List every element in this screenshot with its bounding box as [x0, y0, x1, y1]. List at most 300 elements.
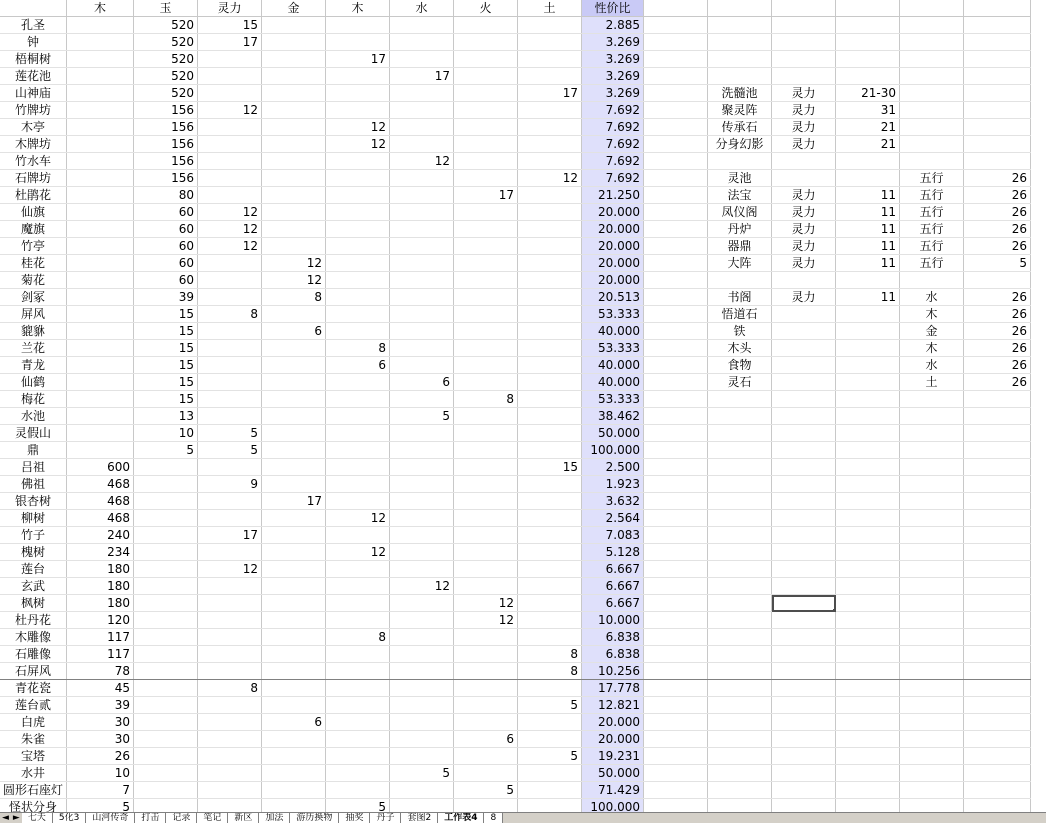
cell[interactable]	[708, 561, 772, 578]
cell[interactable]: 80	[134, 187, 198, 204]
cell[interactable]	[454, 119, 518, 136]
cell[interactable]: 木头	[708, 340, 772, 357]
cell[interactable]	[772, 527, 836, 544]
cell[interactable]: 26	[964, 187, 1031, 204]
cell[interactable]	[772, 34, 836, 51]
cell[interactable]: 7.692	[582, 119, 644, 136]
cell[interactable]	[900, 799, 964, 813]
cell[interactable]: 12	[326, 119, 390, 136]
cell[interactable]	[772, 680, 836, 697]
cell[interactable]	[708, 527, 772, 544]
column-header[interactable]	[644, 0, 708, 17]
cell[interactable]: 520	[134, 85, 198, 102]
cell[interactable]	[454, 170, 518, 187]
cell[interactable]	[198, 119, 262, 136]
cell[interactable]	[708, 612, 772, 629]
column-header[interactable]: 金	[262, 0, 326, 17]
cell[interactable]	[390, 782, 454, 799]
cell[interactable]	[772, 782, 836, 799]
cell[interactable]: 灵力	[772, 204, 836, 221]
cell[interactable]: 8	[518, 663, 582, 680]
cell[interactable]	[390, 102, 454, 119]
cell[interactable]	[390, 646, 454, 663]
cell[interactable]	[326, 731, 390, 748]
cell[interactable]	[644, 612, 708, 629]
cell[interactable]	[390, 544, 454, 561]
cell[interactable]: 21-30	[836, 85, 900, 102]
cell[interactable]	[390, 170, 454, 187]
cell[interactable]	[964, 646, 1031, 663]
cell[interactable]: 五行	[900, 238, 964, 255]
cell[interactable]	[262, 663, 326, 680]
cell[interactable]	[644, 697, 708, 714]
cell[interactable]	[454, 799, 518, 813]
cell[interactable]	[644, 153, 708, 170]
row-label-cell[interactable]: 佛祖	[0, 476, 67, 493]
cell[interactable]	[326, 782, 390, 799]
cell[interactable]	[326, 646, 390, 663]
cell[interactable]: 6.667	[582, 595, 644, 612]
cell[interactable]	[326, 17, 390, 34]
cell[interactable]	[198, 374, 262, 391]
cell[interactable]	[198, 357, 262, 374]
cell[interactable]	[390, 323, 454, 340]
row-label-cell[interactable]: 仙鹤	[0, 374, 67, 391]
cell[interactable]: 26	[67, 748, 134, 765]
cell[interactable]	[708, 782, 772, 799]
row-label-cell[interactable]: 梧桐树	[0, 51, 67, 68]
cell[interactable]	[836, 646, 900, 663]
cell[interactable]	[390, 34, 454, 51]
cell[interactable]	[198, 510, 262, 527]
cell[interactable]: 26	[964, 323, 1031, 340]
cell[interactable]	[900, 34, 964, 51]
cell[interactable]	[964, 476, 1031, 493]
cell[interactable]	[836, 17, 900, 34]
cell[interactable]	[964, 408, 1031, 425]
cell[interactable]	[390, 663, 454, 680]
cell[interactable]	[390, 731, 454, 748]
cell[interactable]	[326, 221, 390, 238]
cell[interactable]	[134, 527, 198, 544]
cell[interactable]	[644, 731, 708, 748]
cell[interactable]: 26	[964, 170, 1031, 187]
cell[interactable]	[326, 561, 390, 578]
cell[interactable]: 5	[964, 255, 1031, 272]
cell[interactable]: 10	[134, 425, 198, 442]
cell[interactable]	[836, 306, 900, 323]
cell[interactable]	[390, 306, 454, 323]
cell[interactable]	[836, 595, 900, 612]
cell[interactable]: 15	[134, 374, 198, 391]
cell[interactable]	[644, 51, 708, 68]
cell[interactable]: 60	[134, 221, 198, 238]
cell[interactable]	[708, 646, 772, 663]
cell[interactable]: 10.256	[582, 663, 644, 680]
row-label-cell[interactable]: 水池	[0, 408, 67, 425]
cell[interactable]	[772, 68, 836, 85]
row-label-cell[interactable]: 水井	[0, 765, 67, 782]
cell[interactable]	[326, 527, 390, 544]
cell[interactable]: 3.269	[582, 51, 644, 68]
cell[interactable]	[708, 680, 772, 697]
cell[interactable]	[262, 170, 326, 187]
cell[interactable]: 50.000	[582, 765, 644, 782]
cell[interactable]: 6.667	[582, 561, 644, 578]
cell[interactable]: 3.269	[582, 68, 644, 85]
cell[interactable]	[390, 442, 454, 459]
column-header[interactable]: 木	[67, 0, 134, 17]
cell[interactable]	[326, 578, 390, 595]
cell[interactable]	[262, 612, 326, 629]
row-label-cell[interactable]: 石牌坊	[0, 170, 67, 187]
cell[interactable]	[67, 357, 134, 374]
cell[interactable]	[836, 323, 900, 340]
cell[interactable]	[900, 493, 964, 510]
cell[interactable]: 78	[67, 663, 134, 680]
cell[interactable]	[454, 765, 518, 782]
cell[interactable]	[644, 442, 708, 459]
row-label-cell[interactable]: 宝塔	[0, 748, 67, 765]
cell[interactable]	[262, 68, 326, 85]
row-label-cell[interactable]: 吕祖	[0, 459, 67, 476]
cell[interactable]	[518, 102, 582, 119]
cell[interactable]	[836, 391, 900, 408]
cell[interactable]	[262, 510, 326, 527]
cell[interactable]: 17.778	[582, 680, 644, 697]
cell[interactable]	[326, 289, 390, 306]
cell[interactable]	[772, 170, 836, 187]
cell[interactable]	[644, 357, 708, 374]
cell[interactable]	[900, 731, 964, 748]
cell[interactable]	[518, 731, 582, 748]
cell[interactable]	[454, 408, 518, 425]
cell[interactable]	[134, 799, 198, 813]
cell[interactable]: 15	[518, 459, 582, 476]
cell[interactable]: 5	[67, 799, 134, 813]
cell[interactable]: 2.564	[582, 510, 644, 527]
cell[interactable]	[772, 578, 836, 595]
cell[interactable]	[644, 476, 708, 493]
cell[interactable]: 8	[262, 289, 326, 306]
cell[interactable]	[262, 765, 326, 782]
cell[interactable]: 灵力	[772, 85, 836, 102]
cell[interactable]	[772, 17, 836, 34]
cell[interactable]	[836, 799, 900, 813]
cell[interactable]: 17	[326, 51, 390, 68]
cell[interactable]	[454, 680, 518, 697]
cell[interactable]	[708, 799, 772, 813]
cell[interactable]	[900, 85, 964, 102]
cell[interactable]: 12	[262, 272, 326, 289]
row-label-cell[interactable]: 竹水车	[0, 153, 67, 170]
cell[interactable]	[964, 663, 1031, 680]
cell[interactable]	[262, 34, 326, 51]
cell[interactable]	[644, 493, 708, 510]
cell[interactable]	[262, 187, 326, 204]
row-label-cell[interactable]: 兰花	[0, 340, 67, 357]
cell[interactable]	[708, 697, 772, 714]
cell[interactable]: 8	[454, 391, 518, 408]
cell[interactable]	[67, 272, 134, 289]
cell[interactable]	[772, 629, 836, 646]
cell[interactable]: 6	[326, 357, 390, 374]
cell[interactable]	[454, 493, 518, 510]
cell[interactable]: 5	[454, 782, 518, 799]
column-header[interactable]	[0, 0, 67, 17]
cell[interactable]	[454, 102, 518, 119]
cell[interactable]	[262, 17, 326, 34]
cell[interactable]: 3.269	[582, 34, 644, 51]
cell[interactable]	[518, 153, 582, 170]
cell[interactable]: 17	[198, 34, 262, 51]
cell[interactable]	[326, 306, 390, 323]
cell[interactable]	[454, 51, 518, 68]
cell[interactable]	[198, 612, 262, 629]
cell[interactable]: 12	[198, 204, 262, 221]
cell[interactable]	[518, 629, 582, 646]
cell[interactable]: 12	[518, 170, 582, 187]
cell[interactable]	[900, 102, 964, 119]
cell[interactable]	[67, 136, 134, 153]
cell[interactable]	[67, 204, 134, 221]
column-header[interactable]: 玉	[134, 0, 198, 17]
row-label-cell[interactable]: 杜鹃花	[0, 187, 67, 204]
cell[interactable]	[836, 782, 900, 799]
cell[interactable]: 3.269	[582, 85, 644, 102]
cell[interactable]	[518, 612, 582, 629]
cell[interactable]	[772, 714, 836, 731]
cell[interactable]	[390, 85, 454, 102]
cell[interactable]	[900, 782, 964, 799]
cell[interactable]	[836, 340, 900, 357]
cell[interactable]	[772, 697, 836, 714]
cell[interactable]	[900, 561, 964, 578]
cell[interactable]: 10.000	[582, 612, 644, 629]
cell[interactable]: 11	[836, 221, 900, 238]
cell[interactable]	[772, 425, 836, 442]
cell[interactable]: 12	[198, 238, 262, 255]
cell[interactable]	[262, 578, 326, 595]
cell[interactable]	[390, 697, 454, 714]
cell[interactable]	[262, 799, 326, 813]
cell[interactable]: 468	[67, 476, 134, 493]
cell[interactable]: 6.838	[582, 646, 644, 663]
cell[interactable]	[134, 782, 198, 799]
cell[interactable]	[836, 272, 900, 289]
cell[interactable]: 26	[964, 306, 1031, 323]
cell[interactable]: 5	[518, 697, 582, 714]
cell[interactable]	[198, 170, 262, 187]
cell[interactable]	[198, 697, 262, 714]
row-label-cell[interactable]: 鼎	[0, 442, 67, 459]
cell[interactable]	[454, 544, 518, 561]
cell[interactable]	[262, 629, 326, 646]
cell[interactable]	[644, 646, 708, 663]
cell[interactable]	[390, 561, 454, 578]
cell[interactable]	[900, 153, 964, 170]
cell[interactable]	[326, 102, 390, 119]
cell[interactable]	[644, 170, 708, 187]
cell[interactable]	[900, 510, 964, 527]
cell[interactable]	[900, 714, 964, 731]
cell[interactable]: 26	[964, 289, 1031, 306]
cell[interactable]	[644, 595, 708, 612]
cell[interactable]	[644, 34, 708, 51]
cell[interactable]	[67, 289, 134, 306]
cell[interactable]	[454, 697, 518, 714]
cell[interactable]	[964, 510, 1031, 527]
cell[interactable]	[198, 153, 262, 170]
row-label-cell[interactable]: 竹亭	[0, 238, 67, 255]
cell[interactable]	[454, 578, 518, 595]
cell[interactable]	[900, 425, 964, 442]
cell[interactable]	[518, 238, 582, 255]
cell[interactable]: 100.000	[582, 442, 644, 459]
cell[interactable]	[644, 765, 708, 782]
cell[interactable]	[964, 153, 1031, 170]
cell[interactable]	[454, 374, 518, 391]
cell[interactable]	[518, 272, 582, 289]
cell[interactable]	[390, 612, 454, 629]
cell[interactable]	[708, 663, 772, 680]
cell[interactable]	[390, 714, 454, 731]
row-label-cell[interactable]: 桂花	[0, 255, 67, 272]
cell[interactable]: 12	[390, 578, 454, 595]
cell[interactable]	[198, 340, 262, 357]
cell[interactable]	[900, 578, 964, 595]
cell[interactable]	[836, 34, 900, 51]
cell[interactable]	[644, 391, 708, 408]
row-label-cell[interactable]: 竹子	[0, 527, 67, 544]
cell[interactable]	[67, 306, 134, 323]
cell[interactable]	[262, 425, 326, 442]
cell[interactable]: 53.333	[582, 391, 644, 408]
cell[interactable]: 26	[964, 238, 1031, 255]
cell[interactable]	[836, 612, 900, 629]
cell[interactable]	[518, 493, 582, 510]
cell[interactable]	[67, 85, 134, 102]
cell[interactable]	[772, 323, 836, 340]
cell[interactable]	[67, 255, 134, 272]
cell[interactable]: 21	[836, 136, 900, 153]
cell[interactable]: 17	[262, 493, 326, 510]
cell[interactable]	[134, 714, 198, 731]
cell[interactable]	[900, 51, 964, 68]
cell[interactable]	[900, 629, 964, 646]
cell[interactable]	[326, 680, 390, 697]
cell[interactable]	[644, 527, 708, 544]
cell[interactable]	[262, 697, 326, 714]
cell[interactable]	[67, 442, 134, 459]
cell[interactable]	[644, 561, 708, 578]
cell[interactable]	[198, 748, 262, 765]
cell[interactable]: 水	[900, 357, 964, 374]
cell[interactable]: 11	[836, 238, 900, 255]
cell[interactable]	[454, 561, 518, 578]
cell[interactable]	[390, 629, 454, 646]
cell[interactable]: 20.513	[582, 289, 644, 306]
cell[interactable]	[708, 748, 772, 765]
cell[interactable]: 分身幻影	[708, 136, 772, 153]
cell[interactable]: 53.333	[582, 306, 644, 323]
row-label-cell[interactable]: 莲台贰	[0, 697, 67, 714]
cell[interactable]: 5	[134, 442, 198, 459]
cell[interactable]	[518, 680, 582, 697]
cell[interactable]: 7.083	[582, 527, 644, 544]
cell[interactable]	[900, 459, 964, 476]
cell[interactable]: 60	[134, 255, 198, 272]
cell[interactable]	[67, 374, 134, 391]
cell[interactable]: 12	[454, 612, 518, 629]
sheet-tab[interactable]: 新区	[228, 813, 259, 823]
cell[interactable]	[390, 51, 454, 68]
cell[interactable]	[518, 476, 582, 493]
cell[interactable]	[518, 357, 582, 374]
cell[interactable]: 156	[134, 153, 198, 170]
cell[interactable]: 灵力	[772, 102, 836, 119]
cell[interactable]	[67, 68, 134, 85]
cell[interactable]	[964, 68, 1031, 85]
cell[interactable]	[198, 459, 262, 476]
row-label-cell[interactable]: 魔旗	[0, 221, 67, 238]
sheet-tab[interactable]: 5化3	[53, 813, 86, 823]
cell[interactable]	[644, 238, 708, 255]
cell[interactable]	[454, 646, 518, 663]
row-label-cell[interactable]: 梅花	[0, 391, 67, 408]
cell[interactable]	[772, 153, 836, 170]
cell[interactable]: 12	[326, 510, 390, 527]
cell[interactable]	[390, 510, 454, 527]
cell[interactable]: 11	[836, 255, 900, 272]
row-label-cell[interactable]: 枫树	[0, 595, 67, 612]
cell[interactable]: 灵池	[708, 170, 772, 187]
cell[interactable]	[198, 136, 262, 153]
cell[interactable]	[836, 510, 900, 527]
cell[interactable]	[198, 731, 262, 748]
cell[interactable]	[390, 255, 454, 272]
cell[interactable]	[772, 340, 836, 357]
cell[interactable]	[644, 85, 708, 102]
cell[interactable]: 11	[836, 187, 900, 204]
cell[interactable]	[964, 544, 1031, 561]
cell[interactable]	[900, 646, 964, 663]
cell[interactable]	[518, 510, 582, 527]
cell[interactable]: 灵力	[772, 221, 836, 238]
cell[interactable]	[644, 119, 708, 136]
row-label-cell[interactable]: 山神庙	[0, 85, 67, 102]
cell[interactable]	[964, 17, 1031, 34]
cell[interactable]	[836, 697, 900, 714]
cell[interactable]	[644, 272, 708, 289]
cell[interactable]	[708, 629, 772, 646]
column-header[interactable]	[836, 0, 900, 17]
cell[interactable]: 21.250	[582, 187, 644, 204]
cell[interactable]	[454, 289, 518, 306]
cell[interactable]	[836, 459, 900, 476]
cell[interactable]: 26	[964, 374, 1031, 391]
column-header[interactable]: 土	[518, 0, 582, 17]
cell[interactable]	[644, 204, 708, 221]
cell[interactable]: 12	[326, 136, 390, 153]
cell[interactable]	[836, 544, 900, 561]
cell[interactable]: 26	[964, 340, 1031, 357]
cell[interactable]: 156	[134, 136, 198, 153]
cell[interactable]: 五行	[900, 221, 964, 238]
cell[interactable]	[644, 663, 708, 680]
cell[interactable]: 5	[326, 799, 390, 813]
cell[interactable]	[518, 391, 582, 408]
